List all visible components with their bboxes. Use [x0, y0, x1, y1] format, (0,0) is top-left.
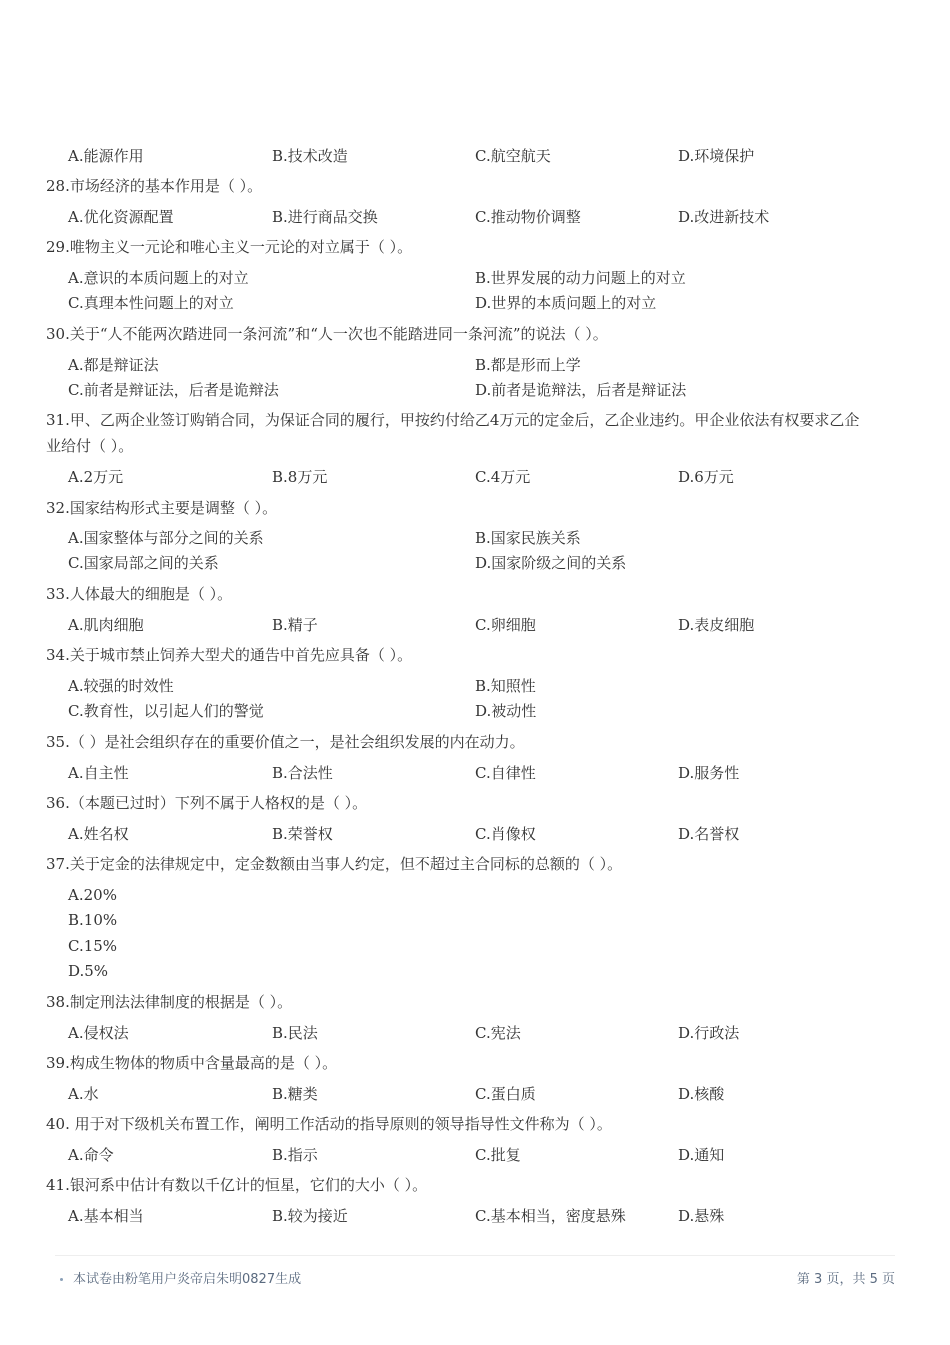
question-stem: 35.（ ）是社会组织存在的重要价值之一，是社会组织发展的内在动力。 [46, 733, 525, 751]
answer-option: C.教育性，以引起人们的警觉 [68, 702, 264, 720]
answer-option: D.名誉权 [678, 825, 740, 843]
answer-option: B.进行商品交换 [272, 208, 378, 226]
option-row [0, 762, 950, 784]
answer-option: B.合法性 [272, 764, 333, 782]
answer-option: D.环境保护 [678, 147, 755, 165]
answer-option: B.精子 [272, 616, 318, 634]
answer-option: C.蛋白质 [475, 1085, 536, 1103]
answer-option: B.较为接近 [272, 1207, 348, 1225]
answer-option: C.卵细胞 [475, 616, 536, 634]
answer-option: B.荣誉权 [272, 825, 333, 843]
option-row [0, 552, 950, 574]
answer-option: D.改进新技术 [678, 208, 770, 226]
answer-option: A.优化资源配置 [68, 208, 174, 226]
answer-option: D.行政法 [678, 1024, 740, 1042]
question-line [0, 1174, 950, 1196]
answer-option: C.推动物价调整 [475, 208, 581, 226]
option-row [0, 379, 950, 401]
question-line [0, 644, 950, 666]
answer-option: D.前者是诡辩法，后者是辩证法 [475, 381, 687, 399]
answer-option: B.都是形而上学 [475, 356, 581, 374]
question-line [0, 731, 950, 753]
answer-option: C.宪法 [475, 1024, 521, 1042]
option-row [0, 527, 950, 549]
answer-option: A.较强的时效性 [68, 677, 174, 695]
page-indicator: 第 3 页，共 5 页 [796, 1272, 895, 1287]
question-line [0, 1113, 950, 1135]
question-stem: 37.关于定金的法律规定中，定金数额由当事人约定，但不超过主合同标的总额的（ ）。 [46, 855, 623, 873]
question-stem: 40. 用于对下级机关布置工作，阐明工作活动的指导原则的领导指导性文件称为（ ）。 [46, 1115, 612, 1133]
answer-option: B.知照性 [475, 677, 536, 695]
answer-option: D.服务性 [678, 764, 740, 782]
answer-option: A.都是辩证法 [68, 356, 159, 374]
option-row [0, 292, 950, 314]
answer-option: A.2万元 [68, 468, 124, 486]
option-row [0, 675, 950, 697]
question-stem: 39.构成生物体的物质中含量最高的是（ ）。 [46, 1054, 338, 1072]
footer-left-text: 本试卷由粉笔用户炎帝启朱明0827生成 [73, 1272, 302, 1287]
answer-option: D.核酸 [678, 1085, 725, 1103]
answer-option: A.基本相当 [68, 1207, 144, 1225]
answer-option: A.命令 [68, 1146, 114, 1164]
answer-option: A.能源作用 [68, 147, 144, 165]
option-row [0, 909, 950, 931]
bullet-icon [60, 1278, 63, 1281]
answer-option: D.世界的本质问题上的对立 [475, 294, 657, 312]
question-stem: 34.关于城市禁止饲养大型犬的通告中首先应具备（ ）。 [46, 646, 413, 664]
answer-option: A.姓名权 [68, 825, 129, 843]
question-stem: 33.人体最大的细胞是（ ）。 [46, 585, 233, 603]
question-line [0, 1052, 950, 1074]
answer-option: D.悬殊 [678, 1207, 725, 1225]
question-line [0, 853, 950, 875]
answer-option: B.技术改造 [272, 147, 348, 165]
question-stem: 31.甲、乙两企业签订购销合同，为保证合同的履行，甲按约付给乙4万元的定金后，乙企业违约。甲企业依法有权要求乙企业给付（ ）。 [46, 411, 860, 455]
option-row [0, 960, 950, 982]
option-row [0, 267, 950, 289]
footer-generated-note [60, 1270, 301, 1290]
answer-option: C.航空航天 [475, 147, 551, 165]
answer-option: B.指示 [272, 1146, 318, 1164]
answer-option: C.前者是辩证法，后者是诡辩法 [68, 381, 279, 399]
answer-option: B.国家民族关系 [475, 529, 581, 547]
question-line [0, 175, 950, 197]
answer-option: C.批复 [475, 1146, 521, 1164]
answer-option: D.6万元 [678, 468, 734, 486]
question-stem: 28.市场经济的基本作用是（ ）。 [46, 177, 263, 195]
option-row [0, 1205, 950, 1227]
question-stem: 36.（本题已过时）下列不属于人格权的是（ ）。 [46, 794, 368, 812]
answer-option: B.世界发展的动力问题上的对立 [475, 269, 686, 287]
option-row [0, 1144, 950, 1166]
answer-option: A.自主性 [68, 764, 129, 782]
question-line [0, 792, 950, 814]
answer-option: C.肖像权 [475, 825, 536, 843]
option-row [0, 466, 950, 488]
question-line [0, 323, 950, 345]
question-line [0, 991, 950, 1013]
question-line [0, 236, 950, 258]
option-row [0, 354, 950, 376]
option-row [0, 1083, 950, 1105]
question-line [0, 497, 950, 519]
answer-option: C.基本相当，密度悬殊 [475, 1207, 626, 1225]
answer-option: B.糖类 [272, 1085, 318, 1103]
option-row [0, 935, 950, 957]
question-stem: 41.银河系中估计有数以千亿计的恒星，它们的大小（ ）。 [46, 1176, 428, 1194]
answer-option: B.10% [68, 911, 118, 929]
question-stem: 29.唯物主义一元论和唯心主义一元论的对立属于（ ）。 [46, 238, 413, 256]
option-row [0, 614, 950, 636]
answer-option: B.8万元 [272, 468, 328, 486]
answer-option: B.民法 [272, 1024, 318, 1042]
question-line [0, 407, 950, 455]
answer-option: A.意识的本质问题上的对立 [68, 269, 249, 287]
answer-option: C.国家局部之间的关系 [68, 554, 219, 572]
answer-option: C.4万元 [475, 468, 531, 486]
answer-option: D.通知 [678, 1146, 725, 1164]
footer-divider [55, 1255, 895, 1256]
answer-option: D.国家阶级之间的关系 [475, 554, 627, 572]
answer-option: A.水 [68, 1085, 99, 1103]
option-row [0, 1022, 950, 1044]
answer-option: A.肌肉细胞 [68, 616, 144, 634]
answer-option: C.自律性 [475, 764, 536, 782]
answer-option: D.被动性 [475, 702, 537, 720]
answer-option: D.表皮细胞 [678, 616, 755, 634]
question-stem: 30.关于“人不能两次踏进同一条河流”和“人一次也不能踏进同一条河流”的说法（ ）。 [46, 325, 608, 343]
option-row [0, 823, 950, 845]
answer-option: C.15% [68, 937, 118, 955]
question-line [0, 583, 950, 605]
answer-option: C.真理本性问题上的对立 [68, 294, 234, 312]
question-stem: 38.制定刑法法律制度的根据是（ ）。 [46, 993, 293, 1011]
answer-option: A.侵权法 [68, 1024, 129, 1042]
answer-option: A.20% [68, 886, 117, 904]
option-row [0, 206, 950, 228]
option-row [0, 145, 950, 167]
answer-option: A.国家整体与部分之间的关系 [68, 529, 264, 547]
option-row [0, 700, 950, 722]
option-row [0, 884, 950, 906]
answer-option: D.5% [68, 962, 109, 980]
question-stem: 32.国家结构形式主要是调整（ ）。 [46, 499, 278, 517]
